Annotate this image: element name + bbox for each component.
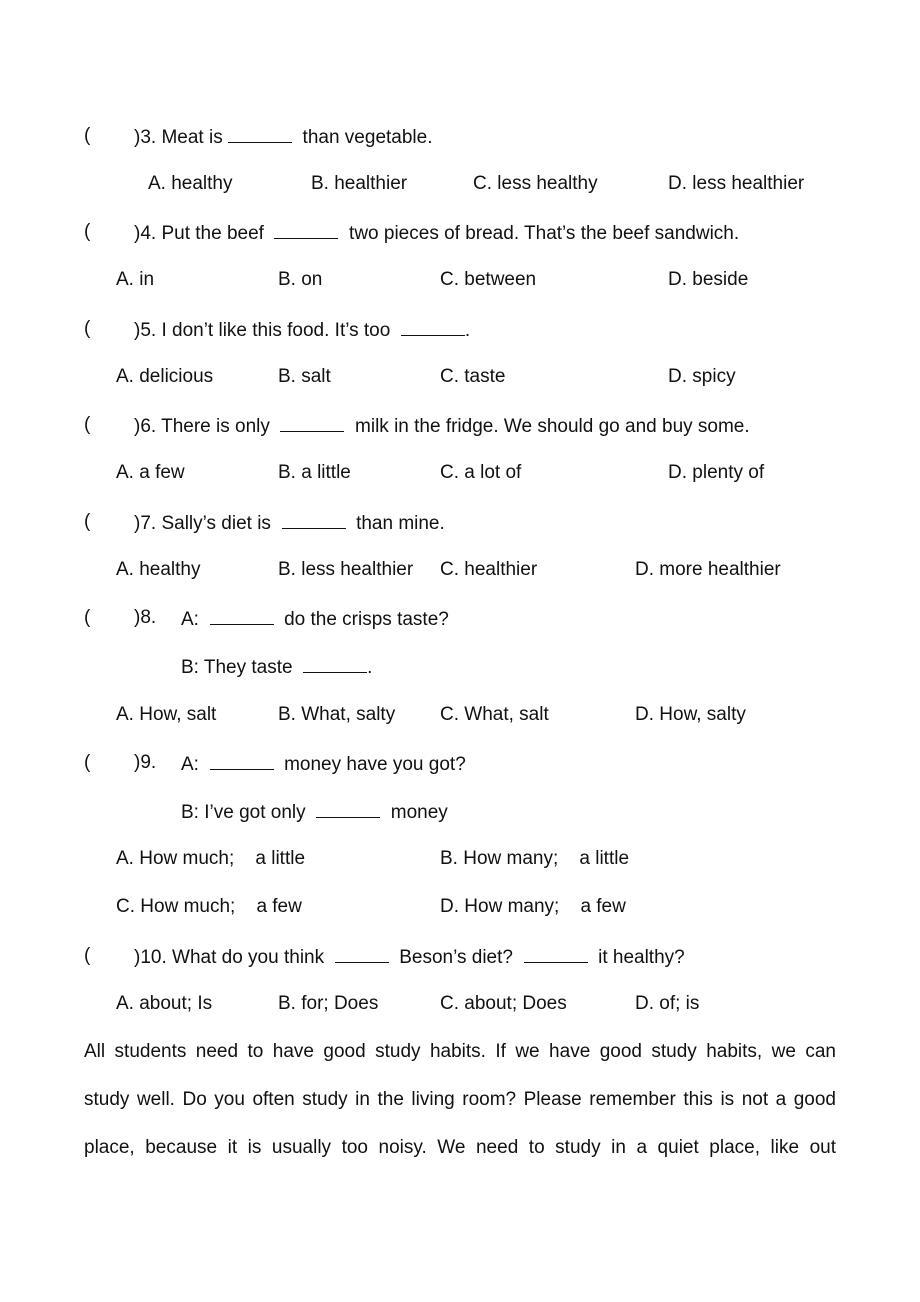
option-b: B. a little [278,462,351,483]
option-a: A. How, salt [116,704,217,725]
answer-blank[interactable] [210,751,274,770]
answer-blank[interactable] [316,799,380,818]
option-d: D. more healthier [635,559,781,580]
answer-blank[interactable] [303,654,367,673]
answer-paren: ( [84,607,91,628]
answer-blank[interactable] [335,944,389,963]
option-d: D. beside [668,269,749,290]
option-b: B. What, salty [278,704,396,725]
answer-paren: ( [84,221,91,242]
answer-paren: ( [84,752,91,773]
option-a: A. about; Is [116,993,213,1014]
answer-blank[interactable] [228,124,292,143]
question-number: )9. [134,752,157,773]
option-b: B. less healthier [278,559,414,580]
answer-paren: ( [84,414,91,435]
question-stem: )6. There is only milk in the fridge. We should go and buy some. [134,413,750,439]
passage-line: All students need to have good study habits. If we have good study habits, we can [84,1041,836,1062]
option-b: B. How many; a little [440,848,630,869]
option-a: A. How much; a little [116,848,306,869]
reading-passage [84,1028,836,1172]
dialogue-line-a: A: money have you got? [181,751,466,777]
option-d: D. How many; a few [440,896,626,917]
option-d: D. of; is [635,993,700,1014]
answer-blank[interactable] [282,510,346,529]
dialogue-line-b: B: I’ve got only money [181,799,448,825]
passage-line: study well. Do you often study in the living room? Please remember this is not a good [84,1089,836,1110]
option-c: C. about; Does [440,993,567,1014]
option-a: A. a few [116,462,185,483]
answer-paren: ( [84,318,91,339]
option-d: D. spicy [668,366,736,387]
question-stem: )7. Sally’s diet is than mine. [134,510,445,536]
question-stem: )5. I don’t like this food. It’s too . [134,317,470,343]
dialogue-line-b: B: They taste . [181,654,372,680]
answer-blank[interactable] [280,413,344,432]
answer-blank[interactable] [401,317,465,336]
option-c: C. How much; a few [116,896,302,917]
option-a: A. healthy [116,559,201,580]
dialogue-line-a: A: do the crisps taste? [181,606,449,632]
option-c: C. What, salt [440,704,549,725]
option-a: A. in [116,269,155,290]
question-stem: )3. Meat is than vegetable. [134,124,433,150]
option-c: C. taste [440,366,506,387]
answer-paren: ( [84,511,91,532]
option-c: C. healthier [440,559,538,580]
option-a: A. delicious [116,366,214,387]
passage-line: place, because it is usually too noisy. We need to study in a quiet place, like out [84,1137,836,1158]
answer-paren: ( [84,945,91,966]
question-number: )8. [134,607,157,628]
option-b: B. healthier [311,173,408,194]
option-d: D. less healthier [668,173,805,194]
option-a: A. healthy [148,173,233,194]
option-c: C. a lot of [440,462,522,483]
question-stem: )4. Put the beef two pieces of bread. That’s the beef sandwich. [134,220,739,246]
option-b: B. on [278,269,323,290]
answer-blank[interactable] [274,220,338,239]
answer-blank[interactable] [524,944,588,963]
answer-paren: ( [84,125,91,146]
answer-blank[interactable] [210,606,274,625]
option-b: B. salt [278,366,331,387]
question-stem: )10. What do you think Beson’s diet? it healthy? [134,944,685,970]
option-d: D. plenty of [668,462,765,483]
option-b: B. for; Does [278,993,379,1014]
option-c: C. between [440,269,537,290]
option-d: D. How, salty [635,704,746,725]
option-c: C. less healthy [473,173,598,194]
